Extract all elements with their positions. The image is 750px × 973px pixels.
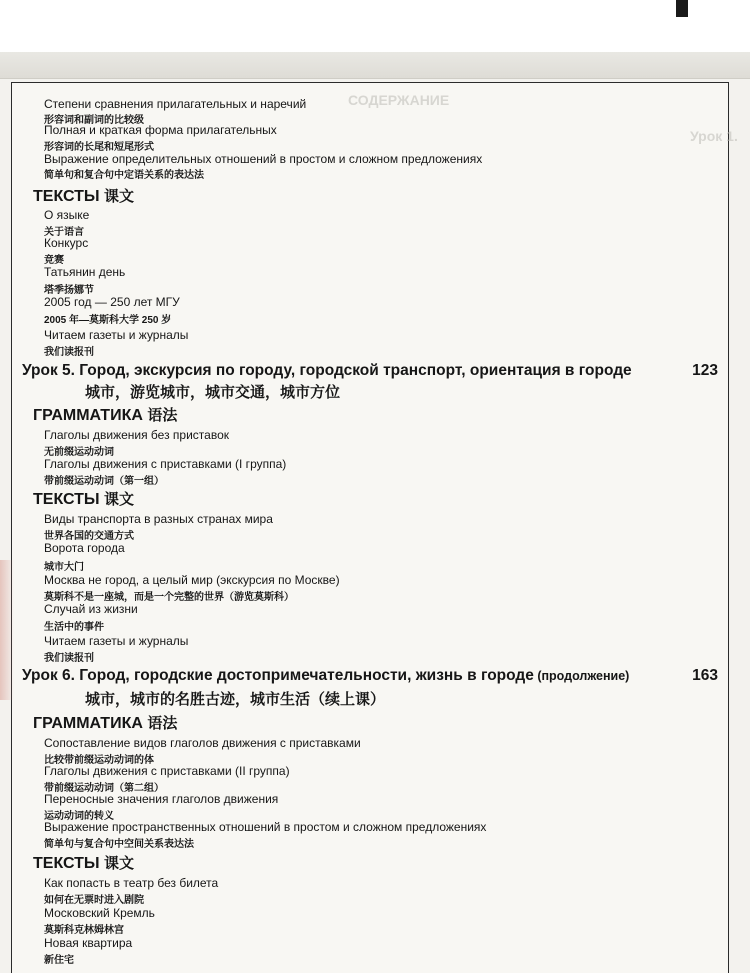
toc-entry-chinese: 简单句和复合句中定语关系的表达法 — [44, 170, 204, 181]
lesson-title-chinese: 城市，城市的名胜古迹，城市生活（续上课） — [85, 691, 386, 708]
toc-entry-russian: 2005 год — 250 лет МГУ — [44, 295, 180, 309]
toc-entry-chinese: 带前缀运动动词（第二组） — [44, 783, 164, 794]
toc-entry-russian: Выражение определительных отношений в простом и сложном предложениях — [44, 152, 483, 166]
section-heading-russian: ГРАММАТИКА — [33, 715, 148, 732]
toc-entry-chinese: 生活中的事件 — [44, 622, 104, 633]
toc-entry-chinese: 如何在无票时进入剧院 — [44, 895, 144, 906]
show-through-heading: СОДЕРЖАНИЕ — [348, 92, 450, 108]
section-heading-russian: ТЕКСТЫ — [33, 188, 105, 205]
toc-entry-russian: Переносные значения глаголов движения — [44, 792, 279, 806]
toc-entry-russian: Полная и краткая форма прилагательных — [44, 123, 277, 137]
toc-entry-russian: Новая квартира — [44, 936, 133, 950]
toc-entry-chinese: 竞赛 — [44, 255, 64, 266]
toc-entry-russian: Читаем газеты и журналы — [44, 634, 189, 648]
section-heading-russian: ТЕКСТЫ — [33, 491, 105, 508]
toc-entry-russian: Читаем газеты и журналы — [44, 328, 189, 342]
toc-entry-chinese: 比较带前缀运动动词的体 — [44, 755, 154, 766]
toc-entry-chinese: 新住宅 — [44, 955, 74, 966]
lesson-title — [22, 667, 629, 685]
toc-entry-chinese: 运动动词的转义 — [44, 811, 114, 822]
section-heading-russian: ТЕКСТЫ — [33, 855, 105, 872]
toc-entry-chinese: 莫斯科不是一座城，而是一个完整的世界（游览莫斯科） — [44, 592, 294, 603]
lesson-page-number: 163 — [692, 667, 718, 684]
toc-entry-chinese: 我们读报刊 — [44, 653, 94, 664]
section-heading — [33, 852, 134, 873]
toc-entry-chinese: 塔季扬娜节 — [44, 285, 94, 296]
section-heading-chinese: 课文 — [104, 855, 135, 872]
toc-entry-russian: Виды транспорта в разных странах мира — [44, 512, 273, 526]
lesson-title-text: Урок 6. Город, городские достопримечательности, жизнь в городе — [22, 667, 534, 684]
toc-entry-russian: Выражение пространственных отношений в простом и сложном предложениях — [44, 820, 487, 834]
toc-entry-russian: Степени сравнения прилагательных и наречий — [44, 97, 307, 111]
toc-entry-russian: Глаголы движения с приставками (I группа) — [44, 457, 287, 471]
toc-entry-chinese: 2005 年—莫斯科大学 250 岁 — [44, 315, 172, 326]
toc-entry-russian: Москва не город, а целый мир (экскурсия по Москве) — [44, 573, 340, 587]
toc-entry-russian: Татьянин день — [44, 265, 126, 279]
lesson-page-number: 123 — [692, 362, 718, 379]
section-heading — [33, 404, 177, 425]
toc-entry-chinese: 城市大门 — [44, 562, 84, 573]
toc-entry-chinese: 世界各国的交通方式 — [44, 531, 134, 542]
toc-entry-chinese: 我们读报刊 — [44, 347, 94, 358]
toc-entry-russian: Сопоставление видов глаголов движения с приставками — [44, 736, 361, 750]
lesson-title-note: (продолжение) — [533, 669, 630, 683]
toc-entry-chinese: 形容词和副词的比较级 — [44, 115, 144, 126]
toc-entry-chinese: 简单句与复合句中空间关系表达法 — [44, 839, 194, 850]
toc-entry-russian: Как попасть в театр без билета — [44, 876, 219, 890]
toc-entry-russian: О языке — [44, 208, 90, 222]
section-heading — [33, 185, 134, 206]
toc-entry-russian: Ворота города — [44, 541, 125, 555]
toc-entry-chinese: 关于语言 — [44, 227, 84, 238]
toc-entry-russian: Случай из жизни — [44, 602, 138, 616]
toc-entry-chinese: 莫斯科克林姆林宫 — [44, 925, 124, 936]
section-heading-russian: ГРАММАТИКА — [33, 407, 148, 424]
toc-entry-chinese: 形容词的长尾和短尾形式 — [44, 142, 154, 153]
toc-entry-russian: Конкурс — [44, 236, 89, 250]
toc-entry-russian: Глаголы движения без приставок — [44, 428, 229, 442]
toc-entry-russian: Московский Кремль — [44, 906, 155, 920]
section-heading-chinese: 语法 — [147, 407, 178, 424]
section-heading-chinese: 课文 — [104, 188, 135, 205]
show-through-lesson: Урок 1. — [690, 128, 738, 144]
toc-entry-chinese: 无前缀运动动词 — [44, 447, 114, 458]
toc-entry-russian: Глаголы движения с приставками (II группа) — [44, 764, 290, 778]
section-heading-chinese: 语法 — [147, 715, 178, 732]
lesson-title — [22, 362, 632, 380]
section-heading — [33, 488, 134, 509]
section-heading — [33, 712, 177, 733]
lesson-title-chinese: 城市，游览城市，城市交通，城市方位 — [85, 384, 341, 401]
toc-entry-chinese: 带前缀运动动词（第一组） — [44, 476, 164, 487]
section-heading-chinese: 课文 — [104, 491, 135, 508]
lesson-title-text: Урок 5. Город, экскурсия по городу, городской транспорт, ориентация в городе — [22, 362, 632, 379]
